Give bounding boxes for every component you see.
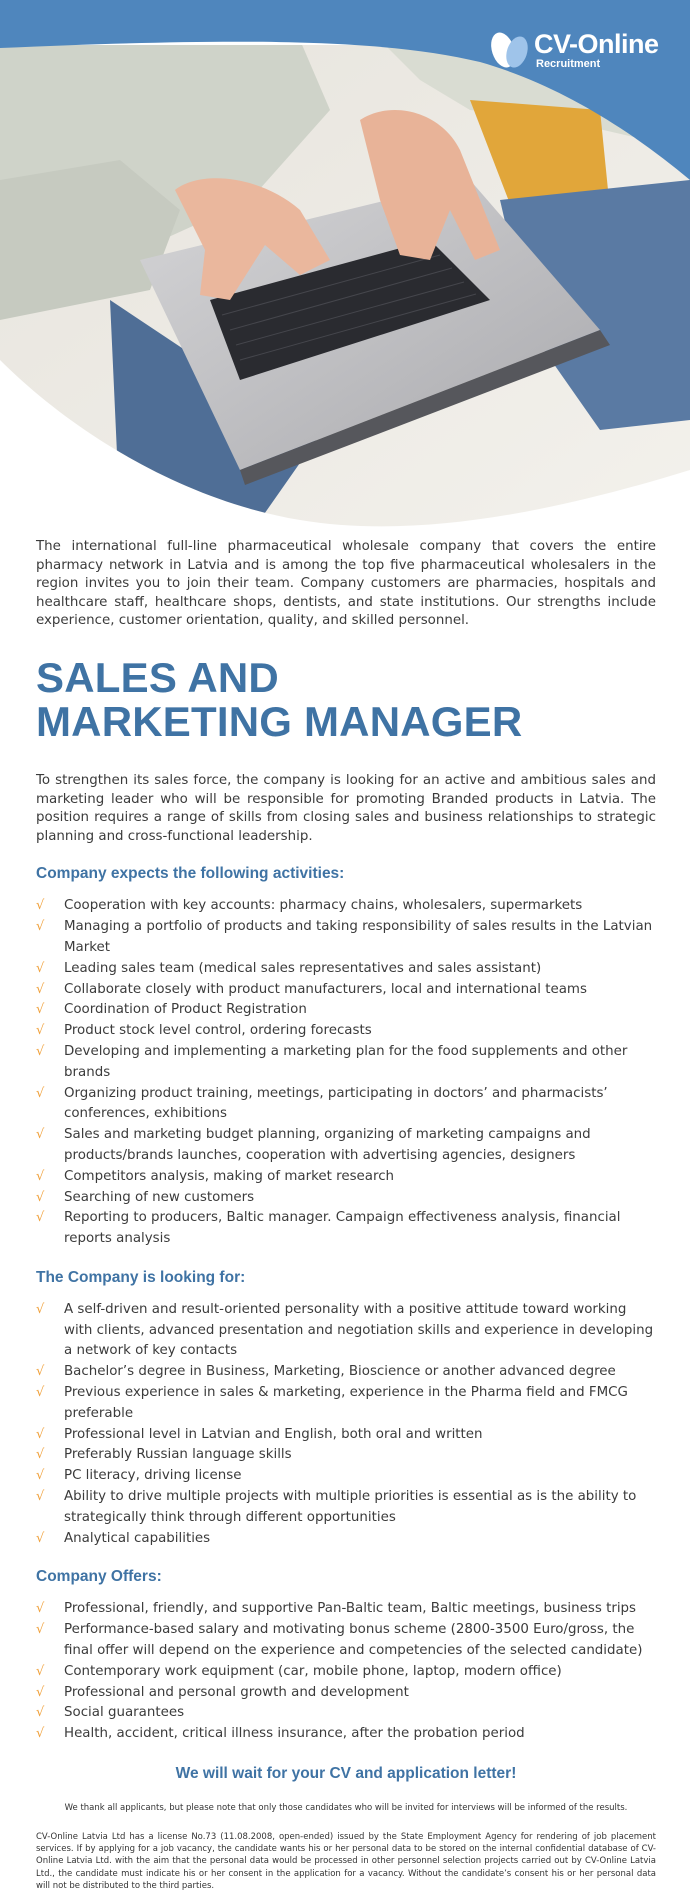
legal-notice: CV-Online Latvia Ltd has a license No.73 (11.08.2008, open-ended) issued by the State Employment Agency for rendering of job placement services. If by applying for a job vacancy, the candidate wants his or her personal data to be stored on the internal confidential database of CV-Online Latvia Ltd. with the aim that the personal data would be processed in other personnel selection projects carried out by CV-Online Latvia Ltd., the candidate must indicate his or her consent in the application for a vacancy. Without the candidate’s consent his or her personal data will not be distributed to the third parties.: [36, 1832, 656, 1891]
section-list: [36, 896, 656, 1250]
check-tick-icon: √: [36, 1705, 45, 1721]
check-tick-icon: √: [36, 898, 45, 914]
check-tick-icon: √: [36, 1085, 45, 1101]
check-tick-icon: √: [36, 1426, 45, 1442]
list-item-text: Ability to drive multiple projects with multiple priorities is essential as is the ability to strategically think through different opportunities: [64, 1489, 637, 1525]
list-item: [36, 1662, 656, 1683]
list-item-text: Professional, friendly, and supportive Pan-Baltic team, Baltic meetings, business trips: [64, 1601, 637, 1617]
check-tick-icon: √: [36, 1726, 45, 1742]
check-tick-icon: √: [36, 1002, 45, 1018]
list-item-text: A self-driven and result-oriented personality with a positive attitude toward working with clients, advanced presentation and negotiation skills and experience in developing a network of key contacts: [64, 1301, 654, 1359]
hero-banner: [0, 0, 690, 540]
check-tick-icon: √: [36, 1601, 45, 1617]
list-item-text: Managing a portfolio of products and taking responsibility of sales results in the Latvian Market: [64, 919, 653, 955]
list-item: [36, 1425, 656, 1446]
list-item: [36, 1383, 656, 1425]
list-item: [36, 917, 656, 959]
list-item: [36, 1300, 656, 1362]
list-item: [36, 1167, 656, 1188]
job-title-line-2: MARKETING MANAGER: [36, 697, 523, 745]
list-item-text: Collaborate closely with product manufacturers, local and international teams: [64, 981, 587, 997]
list-item-text: Contemporary work equipment (car, mobile phone, laptop, modern office): [64, 1663, 562, 1679]
logo-name: CV-Online: [534, 29, 659, 59]
list-item-text: Searching of new customers: [64, 1189, 255, 1205]
cv-online-logo-mark-icon: [488, 30, 530, 70]
list-item-text: Leading sales team (medical sales representatives and sales assistant): [64, 960, 542, 976]
list-item-text: Competitors analysis, making of market research: [64, 1168, 395, 1184]
check-tick-icon: √: [36, 1210, 45, 1226]
list-item: [36, 1021, 656, 1042]
list-item: [36, 1487, 656, 1529]
section-title: Company expects the following activities:: [36, 865, 345, 883]
section-title: The Company is looking for:: [36, 1268, 246, 1286]
list-item: [36, 980, 656, 1001]
list-item: [36, 1445, 656, 1466]
company-intro: The international full-line pharmaceutical wholesale company that covers the entire pharmacy network in Latvia and is among the top five pharmaceutical wholesalers in the region invites you to join their team. Company customers are pharmacies, hospitals and healthcare staff, healthcare shops, dentists, and state institutions. Our strengths include experience, customer orientation, quality, and skilled personnel.: [36, 539, 656, 629]
list-item: [36, 1125, 656, 1167]
check-tick-icon: √: [36, 1189, 45, 1205]
job-sections: [36, 865, 656, 1745]
list-item-text: Organizing product training, meetings, participating in doctors’ and pharmacists’ conferences, exhibitions: [64, 1085, 608, 1122]
thanks-note: We thank all applicants, but please note that only those candidates who will be invited for interviews will be informed of the results.: [64, 1803, 628, 1814]
check-tick-icon: √: [36, 1447, 45, 1463]
check-tick-icon: √: [36, 1168, 45, 1184]
list-item-text: Coordination of Product Registration: [64, 1002, 307, 1018]
job-title: [36, 653, 656, 745]
list-item-text: PC literacy, driving license: [64, 1468, 242, 1484]
list-item: [36, 1000, 656, 1021]
list-item: [36, 1683, 656, 1704]
list-item: [36, 1599, 656, 1620]
list-item-text: Bachelor’s degree in Business, Marketing, Bioscience or another advanced degree: [64, 1364, 616, 1380]
section-title: Company Offers:: [36, 1568, 162, 1586]
check-tick-icon: √: [36, 1364, 45, 1380]
list-item: [36, 1620, 656, 1662]
list-item-text: Performance-based salary and motivating bonus scheme (2800-3500 Euro/gross, the final offer will depend on the experience and competencies of the selected candidate): [64, 1622, 643, 1659]
job-posting: [36, 538, 656, 1892]
list-item: [36, 896, 656, 917]
check-tick-icon: √: [36, 919, 45, 935]
list-item-text: Health, accident, critical illness insurance, after the probation period: [64, 1726, 525, 1742]
list-item: [36, 1703, 656, 1724]
check-tick-icon: √: [36, 1530, 45, 1546]
list-item-text: Professional level in Latvian and English, both oral and written: [64, 1426, 483, 1442]
list-item-text: Cooperation with key accounts: pharmacy chains, wholesalers, supermarkets: [64, 898, 583, 914]
position-lead: To strengthen its sales force, the company is looking for an active and ambitious sales and marketing leader who will be responsible for promoting Branded products in Latvia. The position requires a range of skills from closing sales and business relationships to strategic planning and cross-functional leadership.: [36, 772, 656, 844]
list-item-text: Analytical capabilities: [64, 1530, 211, 1546]
section-list: [36, 1300, 656, 1550]
check-tick-icon: √: [36, 1023, 45, 1039]
check-tick-icon: √: [36, 1301, 45, 1317]
list-item: [36, 1362, 656, 1383]
check-tick-icon: √: [36, 1663, 45, 1679]
job-title-line-1: SALES AND: [36, 653, 279, 701]
section-list: [36, 1599, 656, 1745]
check-tick-icon: √: [36, 1489, 45, 1505]
list-item: [36, 1466, 656, 1487]
hero-photo: [0, 0, 690, 540]
list-item-text: Previous experience in sales & marketing, experience in the Pharma field and FMCG preferable: [64, 1385, 628, 1421]
check-tick-icon: √: [36, 1684, 45, 1700]
logo-sub: Recruitment: [536, 58, 601, 70]
cv-online-logo: [488, 30, 659, 70]
list-item-text: Professional and personal growth and development: [64, 1684, 409, 1700]
check-tick-icon: √: [36, 1385, 45, 1401]
list-item-text: Social guarantees: [64, 1705, 185, 1721]
list-item-text: Reporting to producers, Baltic manager. Campaign effectiveness analysis, financial reports analysis: [64, 1210, 621, 1247]
list-item-text: Developing and implementing a marketing plan for the food supplements and other brands: [64, 1043, 628, 1080]
list-item: [36, 1042, 656, 1084]
check-tick-icon: √: [36, 960, 45, 976]
check-tick-icon: √: [36, 981, 45, 997]
list-item: [36, 1188, 656, 1209]
list-item: [36, 1724, 656, 1745]
list-item: [36, 959, 656, 980]
check-tick-icon: √: [36, 1622, 45, 1638]
list-item: [36, 1208, 656, 1250]
list-item-text: Product stock level control, ordering forecasts: [64, 1023, 372, 1039]
check-tick-icon: √: [36, 1468, 45, 1484]
check-tick-icon: √: [36, 1127, 45, 1143]
list-item-text: Preferably Russian language skills: [64, 1447, 292, 1463]
list-item: [36, 1529, 656, 1550]
check-tick-icon: √: [36, 1043, 45, 1059]
call-to-action: We will wait for your CV and application letter!: [175, 1765, 517, 1783]
list-item-text: Sales and marketing budget planning, organizing of marketing campaigns and products/brands launches, cooperation with advertising agencies, designers: [64, 1127, 591, 1163]
list-item: [36, 1084, 656, 1126]
